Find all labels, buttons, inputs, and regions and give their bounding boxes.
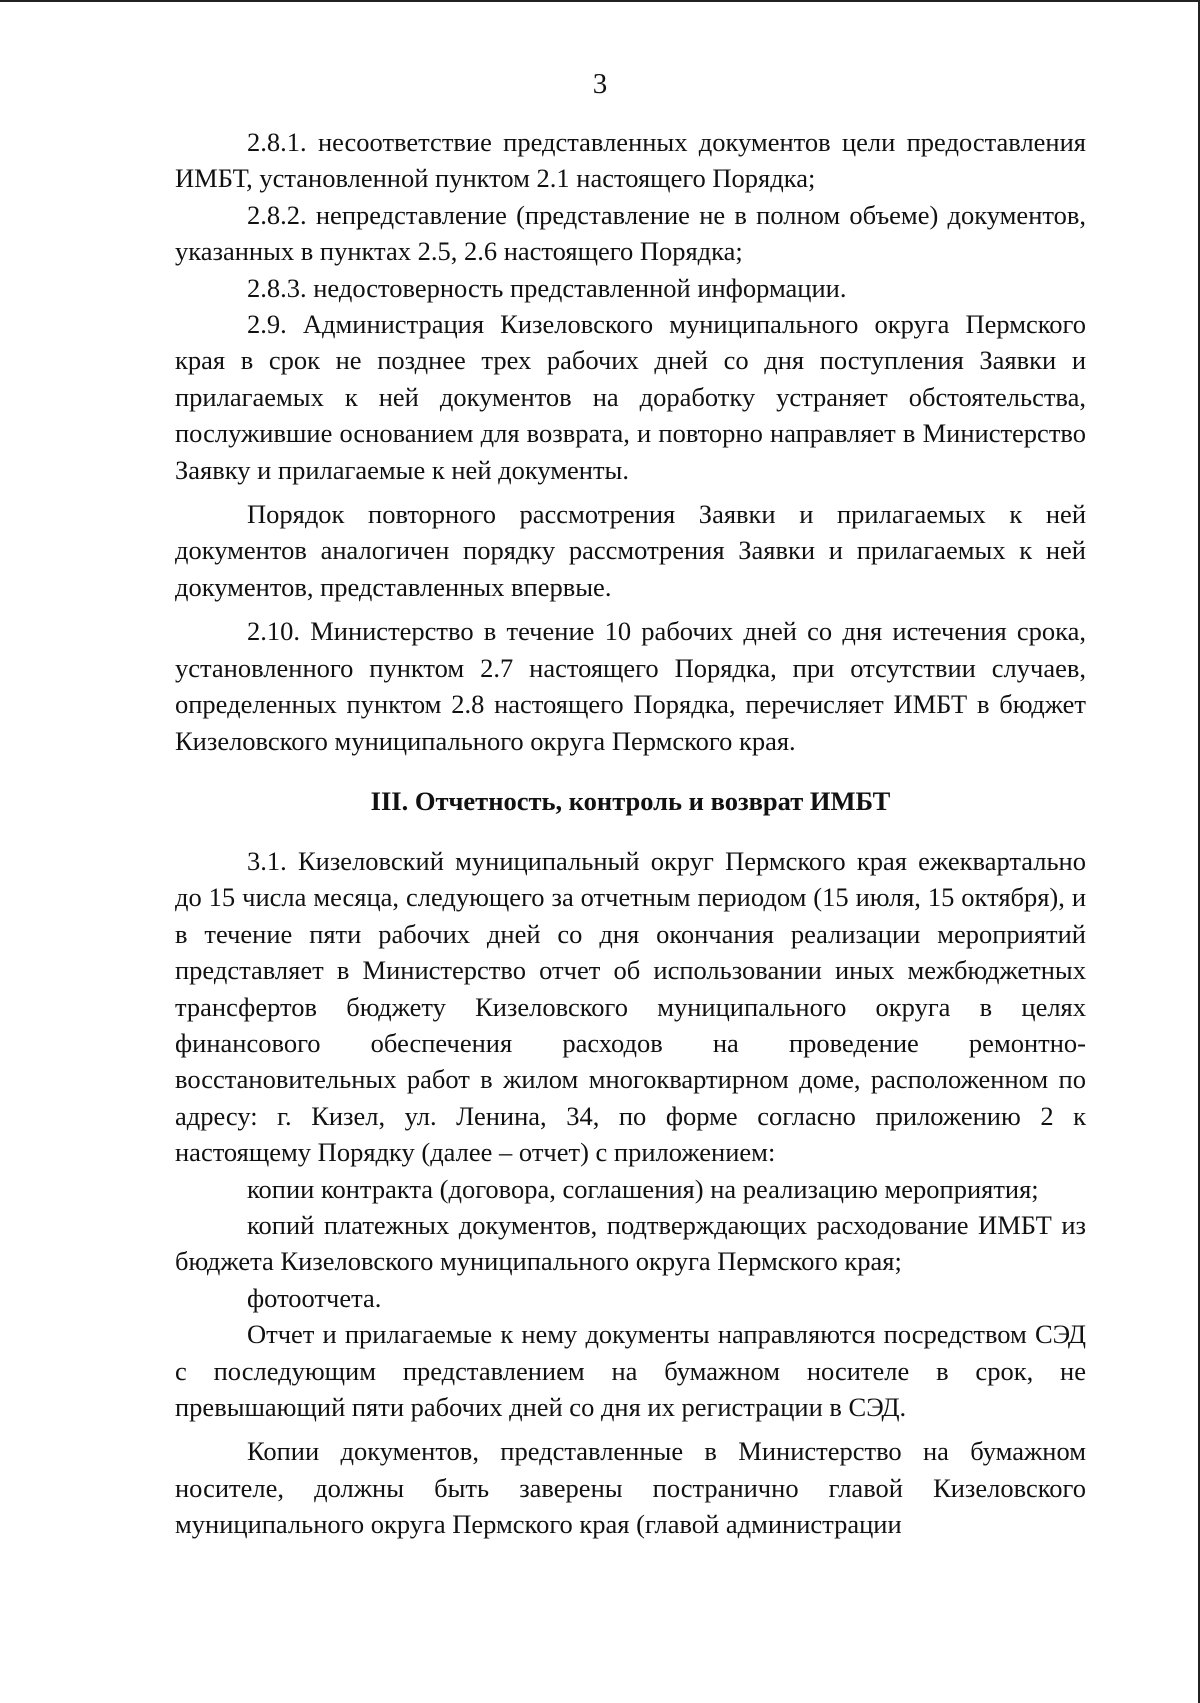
paragraph-2-8-3: 2.8.3. недостоверность представленной информации. [247,272,847,303]
paragraph-photo-report: фотоотчета. [247,1282,382,1313]
document-body [175,124,1086,1543]
page-number: 3 [592,68,608,100]
paragraph-2-8-1: 2.8.1. несоответствие представленных документов цели предоставления ИМБТ, установленной пунктом 2.1 настоящего Порядка; [175,127,1086,194]
paragraph-2-9: 2.9. Администрация Кизеловского муниципального округа Пермского края в срок не позднее трех рабочих дней со дня поступления Заявки и прилагаемых к ней документов на доработку устраняет обстоятельства, послужившие основанием для возврата, и повторно направляет в Министерство Заявку и прилагаемые к ней документы. [175,309,1086,485]
paragraph-2-8-2: 2.8.2. непредставление (представление не в полном объеме) документов, указанных в пунктах 2.5, 2.6 настоящего Порядка; [175,199,1086,267]
paragraph-copy-certification: Копии документов, представленные в Министерство на бумажном носителе, должны быть заверены постранично главой Кизеловского муниципального округа Пермского края (главой администрации [175,1436,1086,1540]
paragraph-contract-copies: копии контракта (договора, соглашения) на реализацию мероприятия; [247,1173,1039,1204]
paragraph-2-10: 2.10. Министерство в течение 10 рабочих дней со дня истечения срока, установленного пунктом 2.7 настоящего Порядка, при отсутствии случаев, определенных пунктом 2.8 настоящего Порядка, перечисляет ИМБТ в бюджет Кизеловского муниципального округа Пермского края. [175,616,1086,756]
paragraph-3-1: 3.1. Кизеловский муниципальный округ Пермского края ежеквартально до 15 числа месяца, следующего за отчетным периодом (15 июля, 15 октября), и в течение пяти рабочих дней со дня окончания реализации мероприятий представляет в Министерство отчет об использовании иных межбюджетных трансфертов бюджету Кизеловского муниципального округа в целях финансового обеспечения расходов на проведение ремонтно-восстановительных работ в жилом многоквартирном доме, расположенном по адресу: г. Кизел, ул. Ленина, 34, по форме согласно приложению 2 к настоящему Порядку (далее – отчет) с приложением: [175,845,1086,1168]
section-heading: III. Отчетность, контроль и возврат ИМБТ [370,785,891,816]
paragraph-review-order: Порядок повторного рассмотрения Заявки и прилагаемых к ней документов аналогичен порядку рассмотрения Заявки и прилагаемых к ней документов, представленных впервые. [175,499,1086,602]
paragraph-report-submission: Отчет и прилагаемые к нему документы направляются посредством СЭД с последующим представлением на бумажном носителе в срок, не превышающий пяти рабочих дней со дня их регистрации в СЭД. [175,1319,1086,1422]
paragraph-payment-copies: копий платежных документов, подтверждающих расходование ИМБТ из бюджета Кизеловского муниципального округа Пермского края; [175,1209,1086,1277]
